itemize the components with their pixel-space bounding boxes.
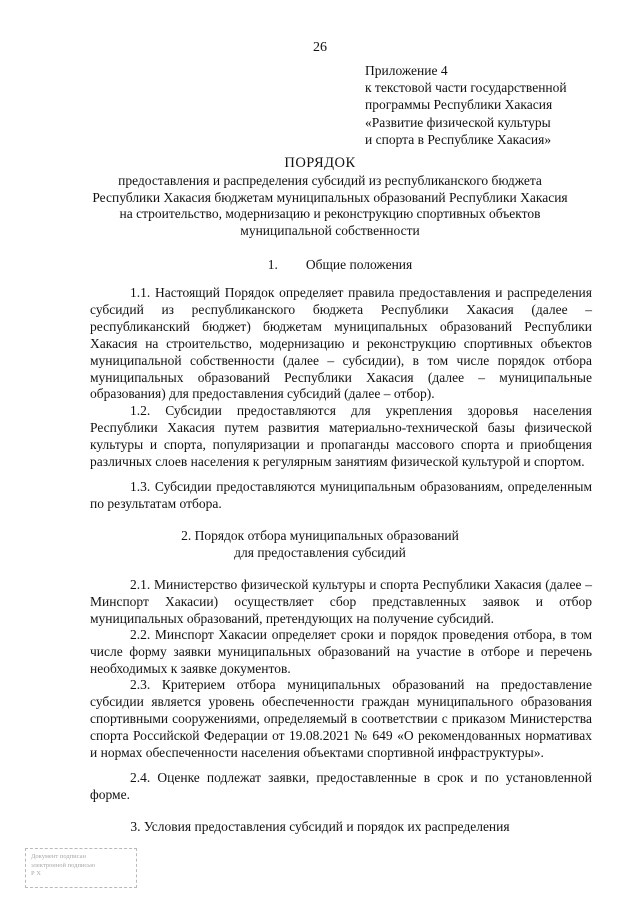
signature-stamp	[25, 848, 137, 888]
paragraph-1-3: 1.3. Субсидии предоставляются муниципальным образованиям, определенным по результатам отбора.	[90, 479, 592, 511]
stamp-line: Документ подписан	[31, 853, 86, 860]
section-3-heading	[0, 818, 640, 835]
page-number: 26	[313, 40, 327, 55]
subtitle-line: предоставления и распределения субсидий из республиканского бюджета	[118, 173, 542, 188]
subtitle-line: на строительство, модернизацию и реконструкцию спортивных объектов	[119, 206, 541, 221]
paragraph-1-2: 1.2. Субсидии предоставляются для укрепления здоровья населения Республики Хакасия путем развития материально-технической базы физической культуры и спорта, популяризации и пропаганды массового спорта и приобщения различных слоев населения к регулярным занятиям физической культурой и спортом.	[90, 403, 592, 469]
appendix-note	[365, 62, 615, 148]
subtitle-line: муниципальной собственности	[240, 222, 420, 238]
appendix-line: и спорта в Республике Хакасия»	[365, 131, 552, 147]
paragraph-2-3: 2.3. Критерием отбора муниципальных образований на предоставление субсидии является уровень обеспеченности граждан муниципального образования спортивными сооружениями, определяемый в соответствии с приказом Министерства спорта Российской Федерации от 19.08.2021 № 649 «О рекомендованных нормативах и нормах обеспеченности населения объектами спортивной инфраструктуры».	[90, 677, 592, 760]
paragraph-2-2: 2.2. Минспорт Хакасии определяет сроки и порядок проведения отбора, в том числе форму заявки муниципальных образований на участие в отборе и перечень необходимых к заявке документов.	[90, 627, 592, 676]
appendix-line: программы Республики Хакасия	[365, 97, 553, 113]
section-1-heading	[20, 256, 640, 273]
paragraph-2-4: 2.4. Оценке подлежат заявки, предоставленные в срок и по установленной форме.	[90, 770, 592, 802]
section-3-title: 3. Условия предоставления субсидий и порядок их распределения	[130, 819, 510, 834]
paragraph-2-1: 2.1. Министерство физической культуры и спорта Республики Хакасия (далее – Минспорт Хакасии) осуществляет сбор представленных заявок и отбор муниципальных образований, претендующих на получение субсидий.	[90, 577, 592, 626]
appendix-line: Приложение 4	[365, 63, 448, 78]
section-2-heading	[0, 527, 640, 561]
document-title: ПОРЯДОК	[284, 155, 356, 171]
section-2-title-line: 2. Порядок отбора муниципальных образований	[181, 528, 459, 543]
section-2-title-line: для предоставления субсидий	[234, 545, 406, 560]
stamp-line: электронной подписью	[31, 861, 96, 869]
paragraph-1-1: 1.1. Настоящий Порядок определяет правила предоставления и распределения субсидий из республиканского бюджета Республики Хакасия (далее – республиканский бюджет) бюджетам муниципальных образований Республики Хакасия на строительство, модернизацию и реконструкцию спортивных объектов муниципальной собственности (далее – субсидии), в том числе порядок отбора муниципальных образований Республики Хакасия (далее – муниципальные образования) для предоставления субсидий (далее – отбор).	[90, 285, 592, 402]
appendix-line: «Развитие физической культуры	[365, 114, 551, 130]
section-1-number: 1.	[267, 257, 278, 272]
stamp-line: Р Х	[31, 870, 41, 877]
appendix-line: к текстовой части государственной	[365, 80, 567, 96]
document-subtitle	[80, 173, 580, 239]
section-1-title: Общие положения	[305, 257, 413, 272]
subtitle-line: Республики Хакасия бюджетам муниципальных образований Республики Хакасия	[92, 189, 568, 205]
